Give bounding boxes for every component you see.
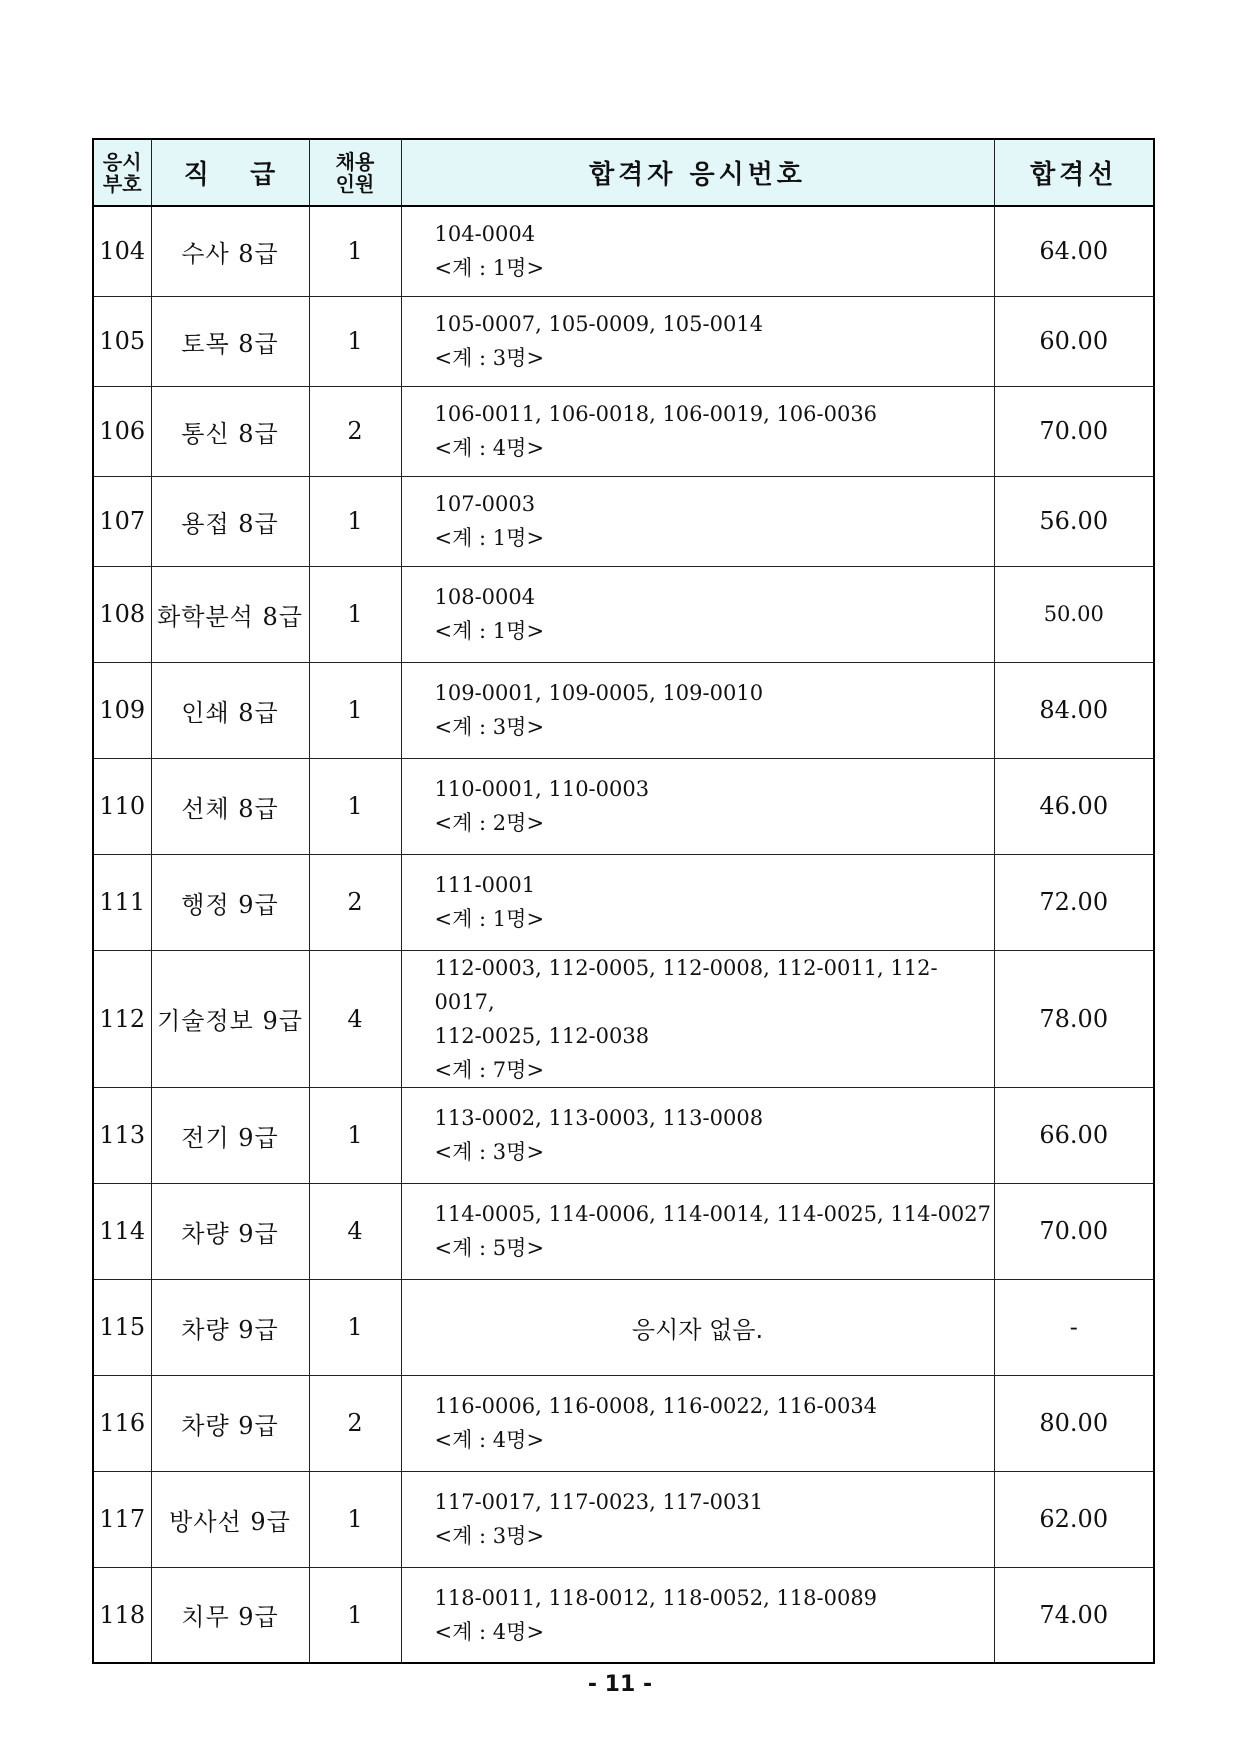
exam-no: 107 bbox=[93, 476, 151, 566]
passer-total: <계 : 1명> bbox=[434, 526, 545, 550]
hire-count: 1 bbox=[309, 566, 401, 662]
passer-list bbox=[401, 758, 994, 854]
cutoff-score: 84.00 bbox=[994, 662, 1154, 758]
passer-list bbox=[401, 386, 994, 476]
header-position: 직 급 bbox=[151, 139, 309, 206]
hire-count: 1 bbox=[309, 206, 401, 296]
hire-count: 1 bbox=[309, 1279, 401, 1375]
passer-ids: 117-0017, 117-0023, 117-0031 bbox=[434, 1490, 764, 1514]
hire-count: 1 bbox=[309, 296, 401, 386]
passer-total: <계 : 3명> bbox=[434, 1524, 545, 1548]
exam-no: 105 bbox=[93, 296, 151, 386]
cutoff-score: 80.00 bbox=[994, 1375, 1154, 1471]
table-row bbox=[93, 1087, 1154, 1183]
passer-list bbox=[401, 1567, 994, 1663]
position: 차량 9급 bbox=[151, 1279, 309, 1375]
passer-ids: 106-0011, 106-0018, 106-0019, 106-0036 bbox=[434, 402, 878, 426]
passer-total: <계 : 4명> bbox=[434, 436, 545, 460]
position: 방사선 9급 bbox=[151, 1471, 309, 1567]
table-row bbox=[93, 566, 1154, 662]
passer-list bbox=[401, 854, 994, 950]
cutoff-score: 64.00 bbox=[994, 206, 1154, 296]
hire-count: 4 bbox=[309, 1183, 401, 1279]
cutoff-score: 78.00 bbox=[994, 950, 1154, 1087]
hire-count: 1 bbox=[309, 662, 401, 758]
cutoff-score: 70.00 bbox=[994, 386, 1154, 476]
table-row bbox=[93, 206, 1154, 296]
position: 치무 9급 bbox=[151, 1567, 309, 1663]
page-number: - 11 - bbox=[587, 1672, 653, 1697]
position: 기술정보 9급 bbox=[151, 950, 309, 1087]
passer-total: <계 : 7명> bbox=[434, 1057, 545, 1082]
cutoff-score: 50.00 bbox=[994, 566, 1154, 662]
table-row bbox=[93, 662, 1154, 758]
table-row bbox=[93, 1279, 1154, 1375]
passer-total: <계 : 5명> bbox=[434, 1236, 545, 1260]
position: 인쇄 8급 bbox=[151, 662, 309, 758]
exam-no: 114 bbox=[93, 1183, 151, 1279]
table-row bbox=[93, 950, 1154, 1087]
cutoff-score: - bbox=[994, 1279, 1154, 1375]
cutoff-score: 70.00 bbox=[994, 1183, 1154, 1279]
passer-list bbox=[401, 1471, 994, 1567]
passer-total: <계 : 4명> bbox=[434, 1428, 545, 1452]
position: 행정 9급 bbox=[151, 854, 309, 950]
passer-ids: 112-0003, 112-0005, 112-0008, 112-0011, 112-0017, 112-0025, 112-0038 bbox=[434, 955, 938, 1048]
exam-no: 111 bbox=[93, 854, 151, 950]
exam-no: 113 bbox=[93, 1087, 151, 1183]
table-row bbox=[93, 1375, 1154, 1471]
exam-no: 116 bbox=[93, 1375, 151, 1471]
exam-no: 104 bbox=[93, 206, 151, 296]
passer-ids: 111-0001 bbox=[434, 873, 536, 897]
passer-total: <계 : 1명> bbox=[434, 619, 545, 643]
exam-no: 109 bbox=[93, 662, 151, 758]
passer-list bbox=[401, 1375, 994, 1471]
hire-count: 1 bbox=[309, 1471, 401, 1567]
exam-no: 112 bbox=[93, 950, 151, 1087]
table-row bbox=[93, 1471, 1154, 1567]
passer-ids: 104-0004 bbox=[434, 222, 536, 247]
table-row bbox=[93, 1567, 1154, 1663]
passer-ids: 113-0002, 113-0003, 113-0008 bbox=[434, 1106, 764, 1130]
header-row bbox=[93, 139, 1154, 206]
passer-list bbox=[401, 662, 994, 758]
table-row bbox=[93, 758, 1154, 854]
header-exam-no: 응시 부호 bbox=[93, 139, 151, 206]
exam-no: 115 bbox=[93, 1279, 151, 1375]
passer-ids: 110-0001, 110-0003 bbox=[434, 777, 650, 801]
hire-count: 2 bbox=[309, 386, 401, 476]
exam-no: 108 bbox=[93, 566, 151, 662]
passer-list bbox=[401, 476, 994, 566]
table-row bbox=[93, 296, 1154, 386]
cutoff-score: 60.00 bbox=[994, 296, 1154, 386]
passer-ids: 108-0004 bbox=[434, 585, 536, 609]
passer-list bbox=[401, 1183, 994, 1279]
position: 전기 9급 bbox=[151, 1087, 309, 1183]
position: 선체 8급 bbox=[151, 758, 309, 854]
position: 화학분석 8급 bbox=[151, 566, 309, 662]
table-row bbox=[93, 476, 1154, 566]
passer-list bbox=[401, 566, 994, 662]
position: 차량 9급 bbox=[151, 1183, 309, 1279]
results-table bbox=[92, 138, 1155, 1664]
table-row bbox=[93, 854, 1154, 950]
exam-no: 118 bbox=[93, 1567, 151, 1663]
position: 수사 8급 bbox=[151, 206, 309, 296]
cutoff-score: 56.00 bbox=[994, 476, 1154, 566]
table-row bbox=[93, 386, 1154, 476]
position: 차량 9급 bbox=[151, 1375, 309, 1471]
position: 토목 8급 bbox=[151, 296, 309, 386]
header-passers: 합격자 응시번호 bbox=[401, 139, 994, 206]
hire-count: 2 bbox=[309, 854, 401, 950]
cutoff-score: 74.00 bbox=[994, 1567, 1154, 1663]
passer-ids: 105-0007, 105-0009, 105-0014 bbox=[434, 312, 764, 336]
cutoff-score: 46.00 bbox=[994, 758, 1154, 854]
passer-total: <계 : 3명> bbox=[434, 346, 545, 370]
passer-ids: 118-0011, 118-0012, 118-0052, 118-0089 bbox=[434, 1585, 878, 1610]
hire-count: 1 bbox=[309, 758, 401, 854]
passer-total: <계 : 3명> bbox=[434, 715, 545, 739]
hire-count: 4 bbox=[309, 950, 401, 1087]
passer-list bbox=[401, 296, 994, 386]
passer-ids: 109-0001, 109-0005, 109-0010 bbox=[434, 681, 764, 705]
cutoff-score: 72.00 bbox=[994, 854, 1154, 950]
position: 통신 8급 bbox=[151, 386, 309, 476]
hire-count: 1 bbox=[309, 1087, 401, 1183]
exam-no: 106 bbox=[93, 386, 151, 476]
passer-list bbox=[401, 1087, 994, 1183]
passer-total: <계 : 2명> bbox=[434, 811, 545, 835]
exam-no: 117 bbox=[93, 1471, 151, 1567]
exam-no: 110 bbox=[93, 758, 151, 854]
cutoff-score: 62.00 bbox=[994, 1471, 1154, 1567]
passer-list bbox=[401, 950, 994, 1087]
header-cutoff: 합격선 bbox=[994, 139, 1154, 206]
cutoff-score: 66.00 bbox=[994, 1087, 1154, 1183]
passer-list bbox=[401, 206, 994, 296]
position: 용접 8급 bbox=[151, 476, 309, 566]
header-hire-count: 채용 인원 bbox=[309, 139, 401, 206]
passer-total: <계 : 1명> bbox=[434, 256, 545, 281]
passer-ids: 107-0003 bbox=[434, 492, 536, 516]
no-applicants-text: 응시자 없음. bbox=[401, 1279, 994, 1375]
passer-total: <계 : 3명> bbox=[434, 1140, 545, 1164]
passer-ids: 114-0005, 114-0006, 114-0014, 114-0025, 114-0027 bbox=[434, 1202, 992, 1226]
hire-count: 2 bbox=[309, 1375, 401, 1471]
hire-count: 1 bbox=[309, 1567, 401, 1663]
table-row bbox=[93, 1183, 1154, 1279]
hire-count: 1 bbox=[309, 476, 401, 566]
passer-ids: 116-0006, 116-0008, 116-0022, 116-0034 bbox=[434, 1394, 878, 1418]
passer-total: <계 : 1명> bbox=[434, 907, 545, 931]
passer-total: <계 : 4명> bbox=[434, 1619, 545, 1644]
